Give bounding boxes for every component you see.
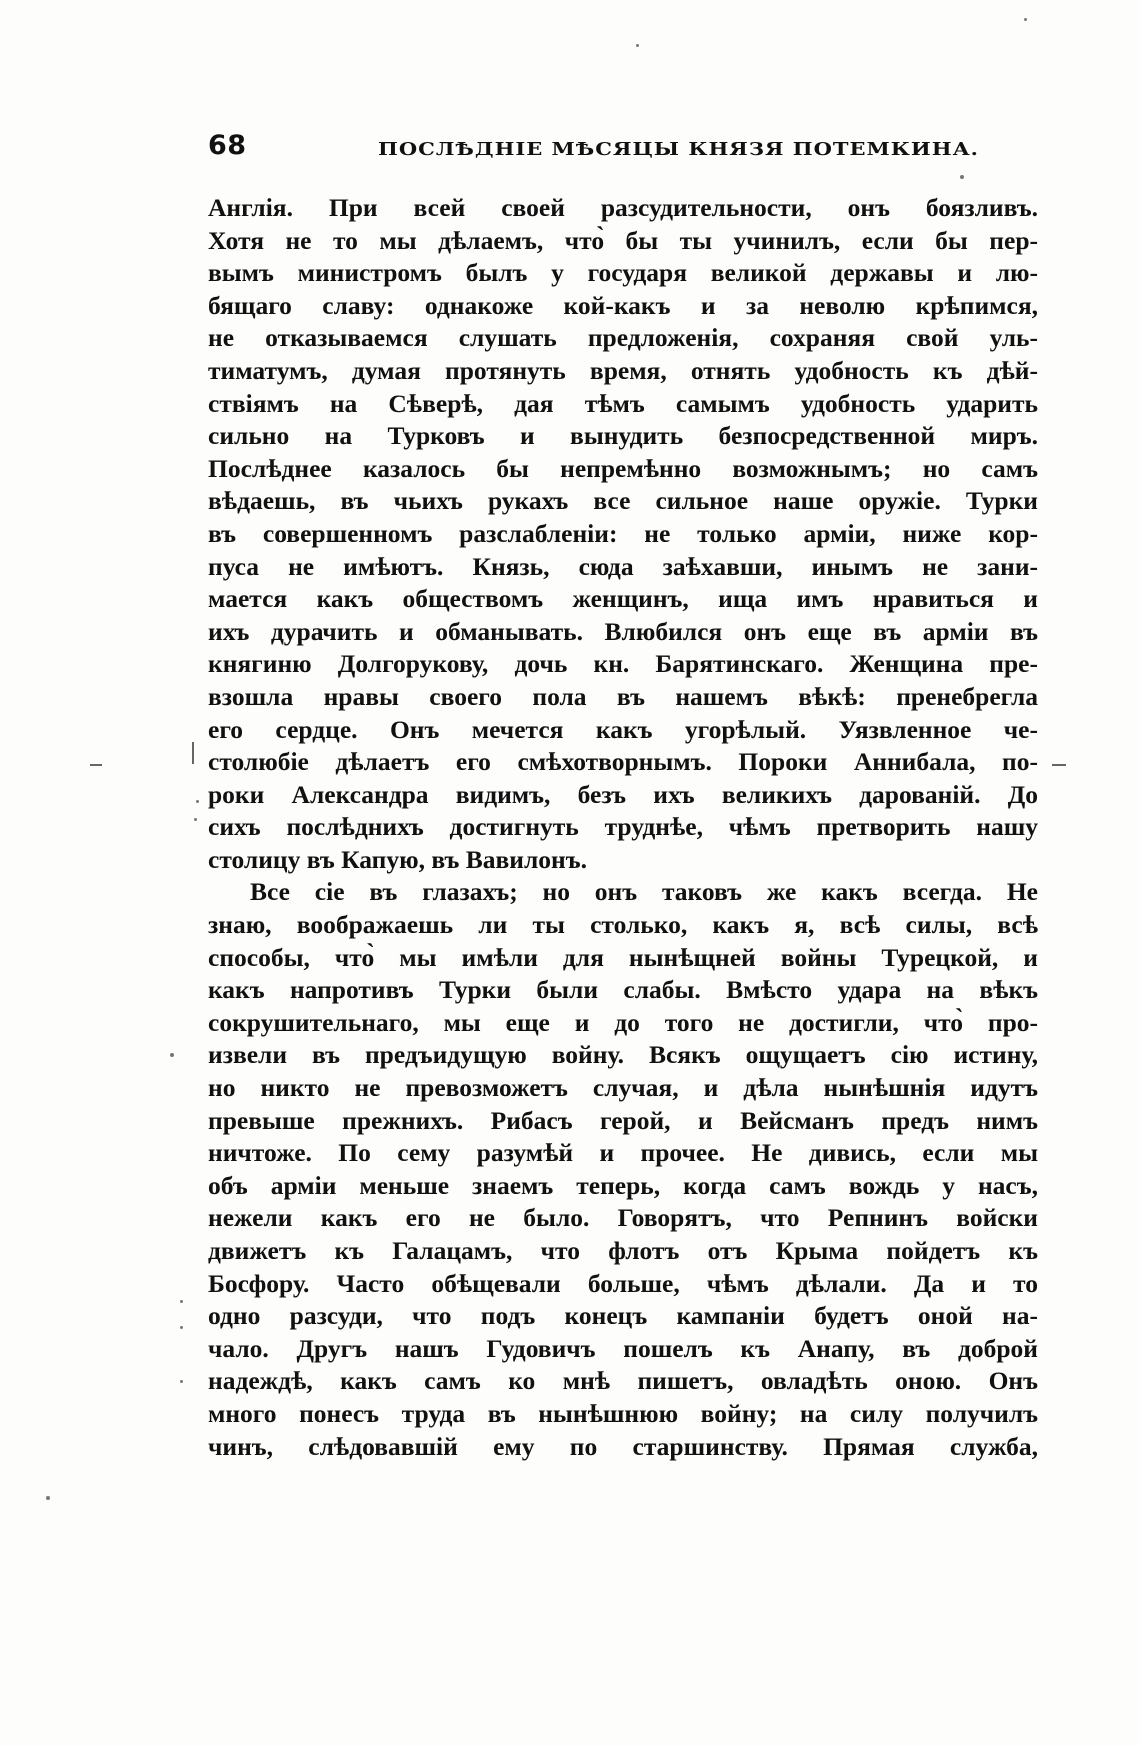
text-line: объ арміи меньше знаемъ теперь, когда самъ вождь у насъ, xyxy=(208,1170,1038,1200)
text-line: чинъ, слѣдовавшій ему по старшинству. Прямая служба, xyxy=(208,1431,1038,1461)
text-line: столицу въ Капую, въ Вавилонъ. xyxy=(208,844,587,874)
text-line: извели въ предъидущую войну. Всякъ ощущаетъ сію истину, xyxy=(208,1040,1038,1070)
scan-speck xyxy=(960,175,964,179)
text-line: способы, что̀ мы имѣли для нынѣщней войны Турецкой, и xyxy=(208,942,1038,972)
text-line: чало. Другъ нашъ Гудовичъ пошелъ къ Анапу, въ доброй xyxy=(208,1333,1038,1363)
text-line: много понесъ труда въ нынѣшнюю войну; на силу получилъ xyxy=(208,1398,1038,1428)
text-line: Все сіе въ глазахъ; но онъ таковъ же какъ всегда. Не xyxy=(250,877,1038,907)
text-line: Послѣднее казалось бы непремѣнно возможнымъ; но самъ xyxy=(208,453,1038,483)
running-title: ПОСЛѢДНІЕ МѢСЯЦЫ КНЯЗЯ ПОТЕМКИНА. xyxy=(378,138,979,160)
scan-mark xyxy=(192,742,194,764)
text-line: тиматумъ, думая протянуть время, отнять удобность къ дѣй- xyxy=(208,355,1038,385)
page-header xyxy=(208,130,1038,170)
text-line: движетъ къ Галацамъ, что флотъ отъ Крыма пойдетъ къ xyxy=(208,1236,1038,1265)
text-line: сокрушительнаго, мы еще и до того не достигли, что̀ про- xyxy=(208,1007,1038,1037)
text-line: ствіямъ на Сѣверѣ, дая тѣмъ самымъ удобность ударить xyxy=(208,388,1038,418)
scan-speck xyxy=(180,1380,183,1383)
text-line: взошла нравы своего пола въ нашемъ вѣкѣ: пренебрегла xyxy=(208,681,1038,711)
scan-speck xyxy=(46,1496,50,1500)
body-text xyxy=(208,192,1038,1463)
text-line: его сердце. Онъ мечется какъ угорѣлый. Уязвленное че- xyxy=(208,714,1038,744)
text-line: сихъ послѣднихъ достигнуть труднѣе, чѣмъ претворить нашу xyxy=(208,812,1038,842)
text-line: Хотя не то мы дѣлаемъ, что̀ бы ты учинилъ, если бы пер- xyxy=(208,225,1038,255)
scan-speck xyxy=(1024,18,1027,21)
scan-speck xyxy=(180,1300,183,1303)
text-line: въ совершенномъ разслабленіи: не только арміи, ниже кор- xyxy=(208,518,1038,548)
text-line: ихъ дурачить и обманывать. Влюбился онъ еще въ арміи въ xyxy=(208,616,1038,646)
page-number: 68 xyxy=(208,130,247,161)
text-line: превыше прежнихъ. Рибасъ герой, и Вейсманъ предъ нимъ xyxy=(208,1105,1038,1135)
text-line: знаю, воображаешь ли ты столько, какъ я, всѣ силы, всѣ xyxy=(208,910,1038,940)
text-line: вымъ министромъ былъ у государя великой державы и лю- xyxy=(208,258,1038,288)
text-line: нежели какъ его не было. Говорятъ, что Репнинъ войски xyxy=(208,1203,1038,1233)
text-line: ничтоже. По сему разумѣй и прочее. Не дивись, если мы xyxy=(208,1138,1038,1168)
scan-speck xyxy=(196,800,199,803)
scan-mark xyxy=(1052,764,1066,766)
text-line: вѣдаешь, въ чьихъ рукахъ все сильное наше оружіе. Турки xyxy=(208,486,1038,516)
text-line: какъ напротивъ Турки были слабы. Вмѣсто удара на вѣкъ xyxy=(208,975,1038,1005)
scan-speck xyxy=(636,44,639,47)
text-line: роки Александра видимъ, безъ ихъ великихъ дарованій. До xyxy=(208,779,1038,809)
text-line: сильно на Турковъ и вынудить безпосредственной миръ. xyxy=(208,421,1038,451)
text-line: столюбіе дѣлаетъ его смѣхотворнымъ. Пороки Аннибала, по- xyxy=(208,747,1038,777)
text-line: но никто не превозможетъ случая, и дѣла нынѣшнія идутъ xyxy=(208,1073,1038,1103)
text-line: пуса не имѣютъ. Князь, сюда заѣхавши, инымъ не зани- xyxy=(208,551,1038,581)
scan-speck xyxy=(194,818,197,821)
scan-speck xyxy=(180,1326,183,1329)
scan-mark xyxy=(90,764,102,766)
text-line: Босфору. Часто обѣщевали больше, чѣмъ дѣлали. Да и то xyxy=(208,1268,1038,1298)
text-line: Англія. При всей своей разсудительности, онъ боязливъ. xyxy=(208,193,1038,222)
text-line: надеждѣ, какъ самъ ко мнѣ пишетъ, овладѣть оною. Онъ xyxy=(208,1366,1038,1396)
text-line: княгиню Долгорукову, дочь кн. Барятинскаго. Женщина пре- xyxy=(208,649,1038,679)
scan-speck xyxy=(170,1053,174,1057)
text-line: бящаго славу: однакоже кой-какъ и за неволю крѣпимся, xyxy=(208,290,1038,320)
text-line: не отказываемся слушать предложенія, сохраняя свой уль- xyxy=(208,323,1038,353)
text-line: одно разсуди, что подъ конецъ кампаніи будетъ оной на- xyxy=(208,1301,1038,1331)
text-line: мается какъ обществомъ женщинъ, ища имъ нравиться и xyxy=(208,584,1038,614)
